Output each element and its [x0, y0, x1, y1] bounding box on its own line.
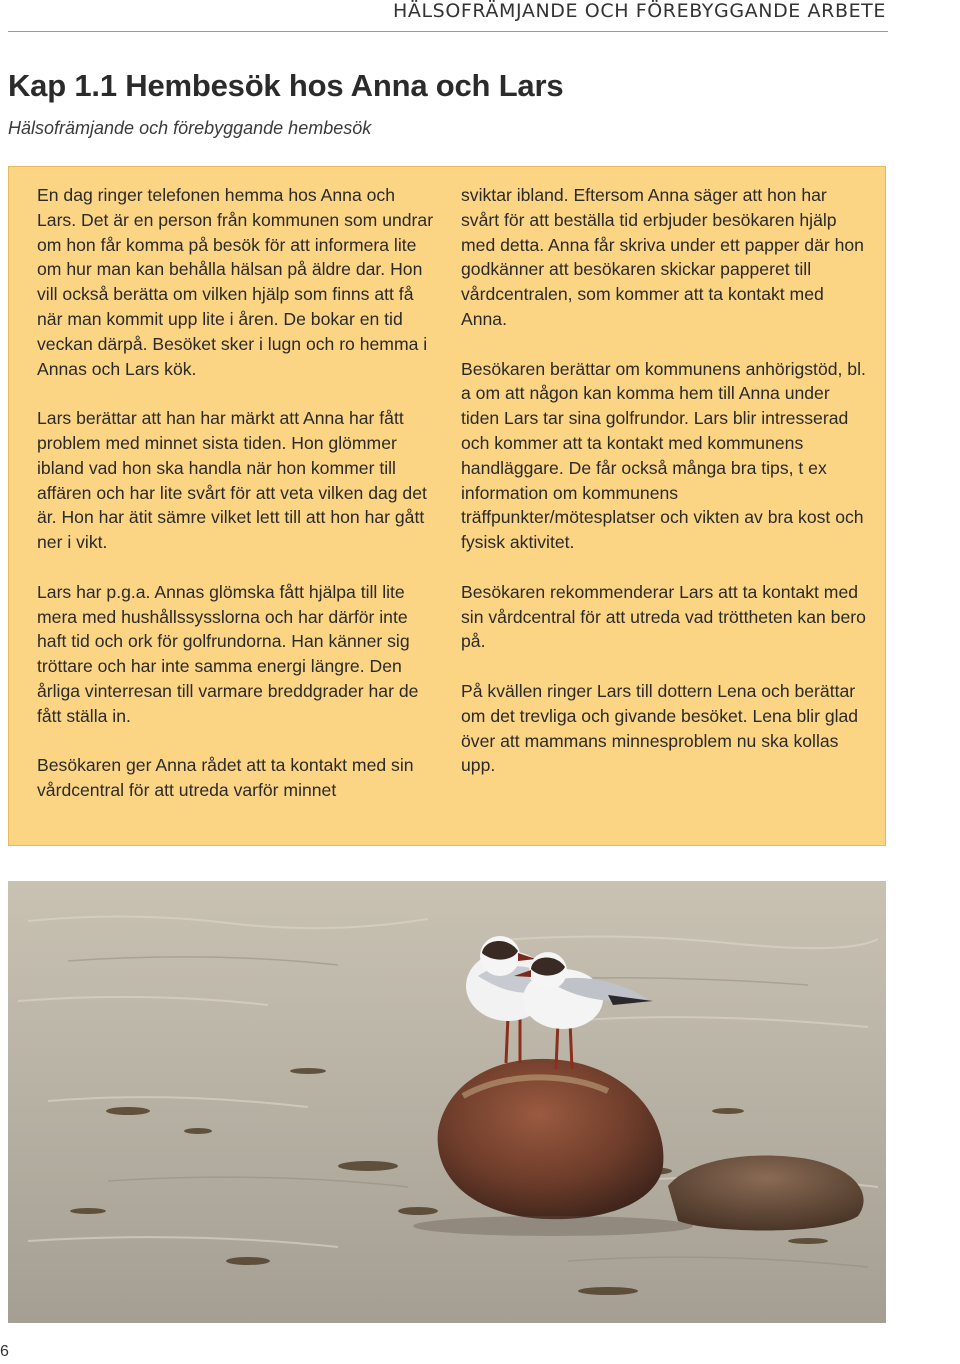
header-divider	[8, 31, 888, 32]
story-paragraph: Besökaren ger Anna rådet att ta kontakt med sin vårdcentral för att utreda varför minnet	[37, 755, 414, 801]
photo-illustration	[8, 881, 886, 1323]
gulls-on-rock-photo	[8, 881, 886, 1323]
chapter-subtitle: Hälsofrämjande och förebyggande hembesök	[8, 118, 372, 138]
story-paragraph: Lars berättar att han har märkt att Anna har fått problem med minnet sista tiden. Hon glömmer ibland vad hon ska handla när hon kommer till affären och har lite svårt för att veta vilken dag det är. Hon har ätit sämre vilket lett till att hon har gått ner i vikt.	[37, 408, 427, 553]
story-box	[8, 166, 886, 846]
water	[8, 881, 886, 1323]
story-paragraph: På kvällen ringer Lars till dottern Lena och berättar om det trevliga och givande besöket. Lena blir glad över att mammans minnesproblem nu ska kollas upp.	[461, 680, 859, 776]
chapter-title: Kap 1.1 Hembesök hos Anna och Lars	[8, 68, 564, 103]
story-paragraph: Besökaren rekommenderar Lars att ta kontakt med sin vårdcentral för att utreda vad tröttheten kan bero på.	[461, 581, 866, 652]
story-left-column	[37, 183, 437, 828]
story-right-column	[461, 183, 867, 803]
story-paragraph: sviktar ibland. Eftersom Anna säger att hon har svårt för att beställa tid erbjuder besökaren hjälp med detta. Anna får skriva under ett papper där hon godkänner att besökaren skickar papperet till vårdcentralen, som kommer att ta kontakt med Anna.	[461, 185, 864, 329]
story-paragraph: En dag ringer telefonen hemma hos Anna och Lars. Det är en person från kommunen som undrar om hon får komma på besök för att informera lite om hur man kan behålla hälsan på äldre dar. Hon vill också berätta om vilken hjälp som finns att få när man kommit upp lite i åren. De bokar en tid veckan därpå. Besöket sker i lugn och ro hemma i Annas och Lars kök.	[37, 185, 434, 379]
story-paragraph: Lars har p.g.a. Annas glömska fått hjälpa till lite mera med hushållssysslorna och har därför inte haft tid och ork för golfrundorna. Han känner sig tröttare och har inte samma energi längre. Den årliga vinterresan till varmare breddgrader har de fått ställa in.	[37, 581, 419, 726]
story-paragraph: Besökaren berättar om kommunens anhörigstöd, bl. a om att någon kan komma hem till Anna under tiden Lars tar sina golfrundor. Lars blir intresserad och kommer att ta kontakt med kommunens handläggare. De får också många bra tips, t ex information om kommunens träffpunkter/mötesplatser och vikten av bra kost och fysisk aktivitet.	[461, 358, 866, 553]
running-header: HÄLSOFRÄMJANDE OCH FÖREBYGGANDE ARBETE	[392, 0, 886, 22]
page-number: 6	[0, 1343, 9, 1360]
